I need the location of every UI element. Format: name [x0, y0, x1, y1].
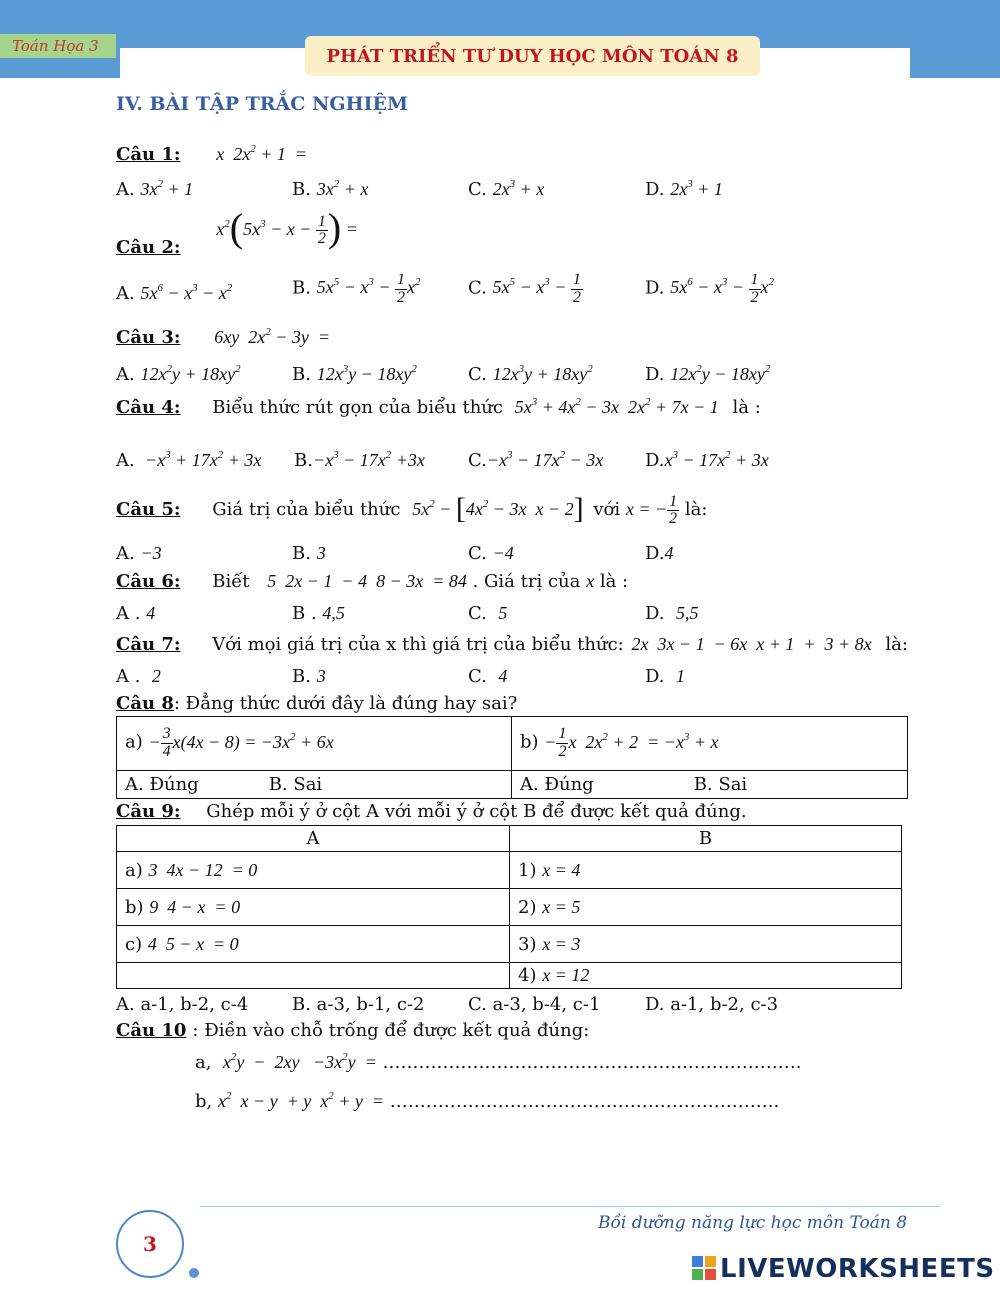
- q3-option-b[interactable]: B. $12x^3y - 18xy^2$: [292, 363, 417, 385]
- q4-row: Câu 4: Biểu thức rút gọn của biểu thức $5x^3 + 4x^2 - 3x$ $2x^2 + 7x - 1$ là :: [116, 396, 761, 418]
- liveworksheets-logo: LIVEWORKSHEETS: [692, 1254, 995, 1284]
- q8-b-false[interactable]: B. Sai: [693, 774, 748, 795]
- q1-label: Câu 1:: [116, 144, 181, 165]
- q2-label: Câu 2:: [116, 237, 181, 258]
- page-title-box: [305, 36, 760, 76]
- q7-row: Câu 7: Với mọi giá trị của x thì giá trị của biểu thức: 2x 3x − 1 − 6x x + 1 + 3 + 8x là:: [116, 634, 908, 655]
- q4-option-b[interactable]: $B.-x^3 - 17x^2 +3x$: [294, 449, 425, 471]
- q9-a-item-c[interactable]: c) 4 5 − x = 0: [117, 926, 510, 963]
- q8-answer-a[interactable]: [117, 771, 512, 799]
- q6-option-d[interactable]: D. 5,5: [645, 603, 699, 624]
- footer-line: [200, 1206, 940, 1207]
- q6-option-b[interactable]: B . 4,5: [292, 603, 345, 624]
- q9-b-item-3[interactable]: 3) x = 3: [510, 926, 902, 963]
- q8-a-true[interactable]: A. Đúng: [125, 774, 199, 795]
- q9-a-item-b[interactable]: b) 9 4 − x = 0: [117, 889, 510, 926]
- q9-b-item-4[interactable]: 4) x = 12: [510, 963, 902, 989]
- q3-row: Câu 3: 6xy $2x^2 - 3y$ =: [116, 326, 331, 348]
- q7-option-b[interactable]: B. 3: [292, 666, 326, 687]
- q6-option-a[interactable]: A . 4: [116, 603, 156, 624]
- q5-option-c[interactable]: C. −4: [468, 543, 514, 564]
- q10-row: Câu 10 : Điền vào chỗ trống để được kết quả đúng:: [116, 1020, 590, 1041]
- q4-label: Câu 4:: [116, 397, 181, 418]
- q9-table: [116, 825, 902, 989]
- q8-statement-a: a) − $\frac{3}{4}$ $x(4x - 8) = -3x^2 + 6x$: [117, 717, 512, 771]
- q4-option-c[interactable]: $C.-x^3 - 17x^2 - 3x$: [468, 449, 604, 471]
- liveworksheets-icon: [692, 1256, 716, 1280]
- q9-option-b[interactable]: B. a-3, b-1, c-2: [292, 994, 425, 1015]
- q7-option-a[interactable]: A . 2: [116, 666, 161, 687]
- q7-option-d[interactable]: D. 1: [645, 666, 685, 687]
- q10-a-blank[interactable]: …………………………………………...……………….: [382, 1052, 802, 1073]
- q9-option-a[interactable]: A. a-1, b-2, c-4: [116, 994, 249, 1015]
- decorative-dot: [189, 1268, 199, 1278]
- q5-option-d[interactable]: D.4: [645, 543, 674, 564]
- q9-row: Câu 9: Ghép mỗi ý ở cột A với mỗi ý ở cột B để được kết quả đúng.: [116, 801, 747, 822]
- q8-statement-b: b) − $\frac{1}{2}$ x $2x^2 + 2 = -x^3 + x$: [512, 717, 908, 771]
- q8-b-true[interactable]: A. Đúng: [520, 774, 594, 795]
- q9-a-empty: [117, 963, 510, 989]
- q1-expr: x $2x^2 + 1$ =: [216, 143, 308, 164]
- q2-row: [116, 204, 358, 258]
- q3-label: Câu 3:: [116, 327, 181, 348]
- q10-b-blank[interactable]: ………………………………………………………..: [389, 1091, 780, 1112]
- q8-label: Câu 8: [116, 693, 174, 714]
- header-tag: Toán Họa 3: [0, 34, 116, 58]
- q5-option-b[interactable]: B. 3: [292, 543, 326, 564]
- q1-option-d[interactable]: D. $2x^3 + 1$: [645, 178, 723, 200]
- q6-option-c[interactable]: C. 5: [468, 603, 508, 624]
- q8-a-false[interactable]: B. Sai: [268, 774, 323, 795]
- q7-label: Câu 7:: [116, 634, 181, 655]
- section-title: IV. BÀI TẬP TRẮC NGHIỆM: [116, 93, 408, 115]
- q8-row: Câu 8: Đẳng thức dưới đây là đúng hay sai?: [116, 693, 518, 714]
- q8-table: [116, 716, 908, 799]
- q3-option-a[interactable]: A. $12x^2y + 18xy^2$: [116, 363, 241, 385]
- q2-option-b[interactable]: B. $5x^5 - x^3$ − $\frac{1}{2}$ $x^2$: [292, 271, 421, 306]
- q9-b-item-1[interactable]: 1) x = 4: [510, 852, 902, 889]
- q8-answer-b[interactable]: [512, 771, 908, 799]
- q9-a-item-a[interactable]: a) 3 4x − 12 = 0: [117, 852, 510, 889]
- q10-item-b: b, $x^2$ x − y + y $x^2 + y$ = ………………………………………………………..: [195, 1090, 780, 1112]
- q1-row: [116, 143, 307, 165]
- q5-option-a[interactable]: A. −3: [116, 543, 162, 564]
- footer-text: Bồi dưỡng năng lực học môn Toán 8: [598, 1213, 908, 1233]
- q3-option-c[interactable]: C. $12x^3y + 18xy^2$: [468, 363, 593, 385]
- q7-option-c[interactable]: C. 4: [468, 666, 508, 687]
- q9-col-b-header: B: [510, 826, 902, 852]
- q5-label: Câu 5:: [116, 499, 181, 520]
- q9-label: Câu 9:: [116, 801, 181, 822]
- page-number: 3: [116, 1210, 184, 1278]
- q1-option-b[interactable]: B. $3x^2 + x$: [292, 178, 369, 200]
- q2-option-a[interactable]: A. $5x^6 - x^3 - x^2$: [116, 282, 233, 304]
- q4-option-d[interactable]: $D.x^3 - 17x^2 + 3x$: [645, 449, 769, 471]
- page-title: PHÁT TRIỂN TƯ DUY HỌC MÔN TOÁN 8: [326, 45, 739, 67]
- q6-row: Câu 6: Biết 5 2x − 1 − 4 8 − 3x = 84 . Giá trị của x là :: [116, 571, 629, 592]
- q6-label: Câu 6:: [116, 571, 181, 592]
- q9-col-a-header: A: [117, 826, 510, 852]
- q4-option-a[interactable]: A. $-x^3 + 17x^2 + 3x$: [116, 449, 262, 471]
- q9-option-d[interactable]: D. a-1, b-2, c-3: [645, 994, 779, 1015]
- q10-item-a: a, $x^2y - 2xy -3x^2y$ = …………………………………………...……………….: [195, 1051, 802, 1073]
- q9-option-c[interactable]: C. a-3, b-4, c-1: [468, 994, 601, 1015]
- q2-option-d[interactable]: D. $5x^6 - x^3$ − $\frac{1}{2}$ $x^2$: [645, 271, 775, 306]
- q10-label: Câu 10: [116, 1020, 187, 1041]
- q3-option-d[interactable]: D. $12x^2y - 18xy^2$: [645, 363, 771, 385]
- q9-b-item-2[interactable]: 2) x = 5: [510, 889, 902, 926]
- q5-row: Câu 5: Giá trị của biểu thức $5x^2 - [4x^2 - 3x$ x − 2] với x = − $\frac{1}{2}$ là:: [116, 492, 708, 528]
- q2-option-c[interactable]: C. $5x^5 - x^3$ − $\frac{1}{2}$: [468, 271, 581, 306]
- q1-option-c[interactable]: C. $2x^3 + x$: [468, 178, 545, 200]
- q1-option-a[interactable]: A. $3x^2 + 1$: [116, 178, 194, 200]
- q2-expr: $x^2(5x^3 - x$ − $\frac{1}{2}$ ) =: [216, 205, 358, 250]
